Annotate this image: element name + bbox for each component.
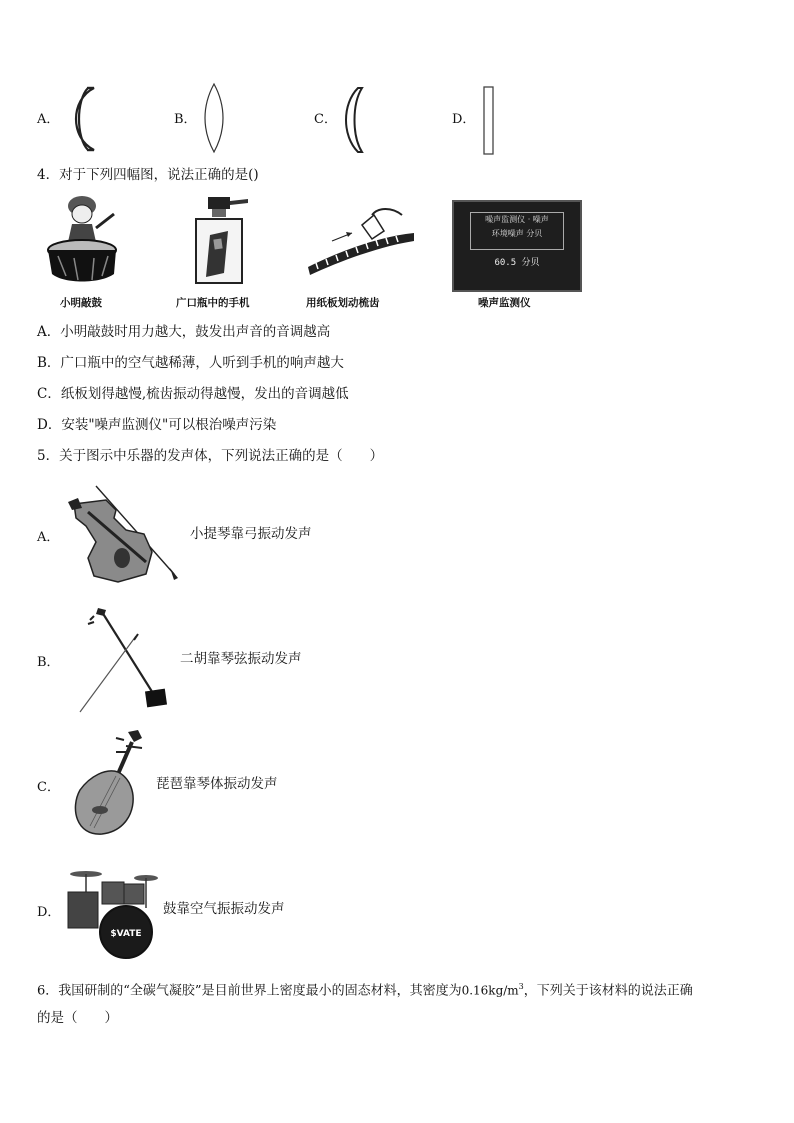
q4-option-d: D．安装"噪声监测仪"可以根治噪声污染 [37, 417, 277, 433]
q5-option-a-label: A． [37, 530, 60, 545]
caption-monitor: 噪声监测仪 [478, 297, 531, 309]
q5-option-d-label: D． [37, 905, 61, 920]
plate-lens-icon [482, 86, 496, 156]
q4-option-a: A．小明敲鼓时用力越大，鼓发出声音的音调越高 [37, 324, 331, 340]
drum-brand-label: $VATE [110, 929, 142, 939]
violin-icon [66, 482, 180, 588]
q6-line1-pre: 6．我国研制的“全碳气凝胶”是目前世界上密度最小的固态材料，其密度为 [37, 983, 462, 999]
q5-option-b-label: B． [37, 655, 60, 670]
erhu-icon [76, 606, 168, 716]
question-4-stem: 4．对于下列四幅图，说法正确的是() [37, 167, 259, 183]
q5-option-c-label: C． [37, 780, 60, 795]
option-c-label: C． [314, 112, 337, 127]
noise-monitor-figure [452, 200, 582, 292]
monitor-reading: 60.5 分贝 [494, 258, 540, 268]
q6-density-sup: 3 [518, 982, 524, 991]
monitor-line-2: 环境噪声 分贝 [491, 229, 543, 238]
option-a-label: A． [37, 112, 60, 127]
q5-option-d-text: 鼓靠空气振振动发声 [163, 901, 285, 917]
q4-option-c: C．纸板划得越慢,梳齿振动得越慢，发出的音调越低 [37, 386, 349, 402]
option-b-label: B． [174, 112, 197, 127]
q6-line1-post: ，下列关于该材料的说法正确 [523, 983, 693, 999]
q5-option-a-text: 小提琴靠弓振动发声 [190, 526, 312, 542]
meniscus-left-icon [66, 86, 98, 152]
meniscus-right-icon [338, 86, 366, 154]
question-6-stem-line2: 的是（ ） [37, 1010, 118, 1026]
pipa-icon [68, 728, 150, 838]
q6-density: 0.16kg/m [461, 983, 519, 998]
q4-option-b: B．广口瓶中的空气越稀薄，人听到手机的响声越大 [37, 355, 344, 371]
q5-option-b-text: 二胡靠琴弦振动发声 [180, 651, 302, 667]
comb-paper-figure [306, 205, 418, 277]
jar-phone-figure [190, 195, 252, 287]
q5-option-c-text: 琵琶靠琴体振动发声 [156, 776, 278, 792]
caption-comb: 用纸板划动梳齿 [306, 297, 380, 309]
drum-kit-icon [64, 864, 160, 962]
caption-drum: 小明敲鼓 [60, 297, 102, 309]
option-d-label: D． [452, 112, 476, 127]
monitor-line-1: 噪声监测仪 · 噪声 [485, 215, 549, 224]
question-6-stem [37, 978, 693, 1000]
caption-jar: 广口瓶中的手机 [176, 297, 250, 309]
question-5-stem: 5．关于图示中乐器的发声体，下列说法正确的是（ ） [37, 448, 384, 464]
drum-boy-figure [44, 192, 126, 284]
biconvex-lens-icon [202, 82, 226, 154]
